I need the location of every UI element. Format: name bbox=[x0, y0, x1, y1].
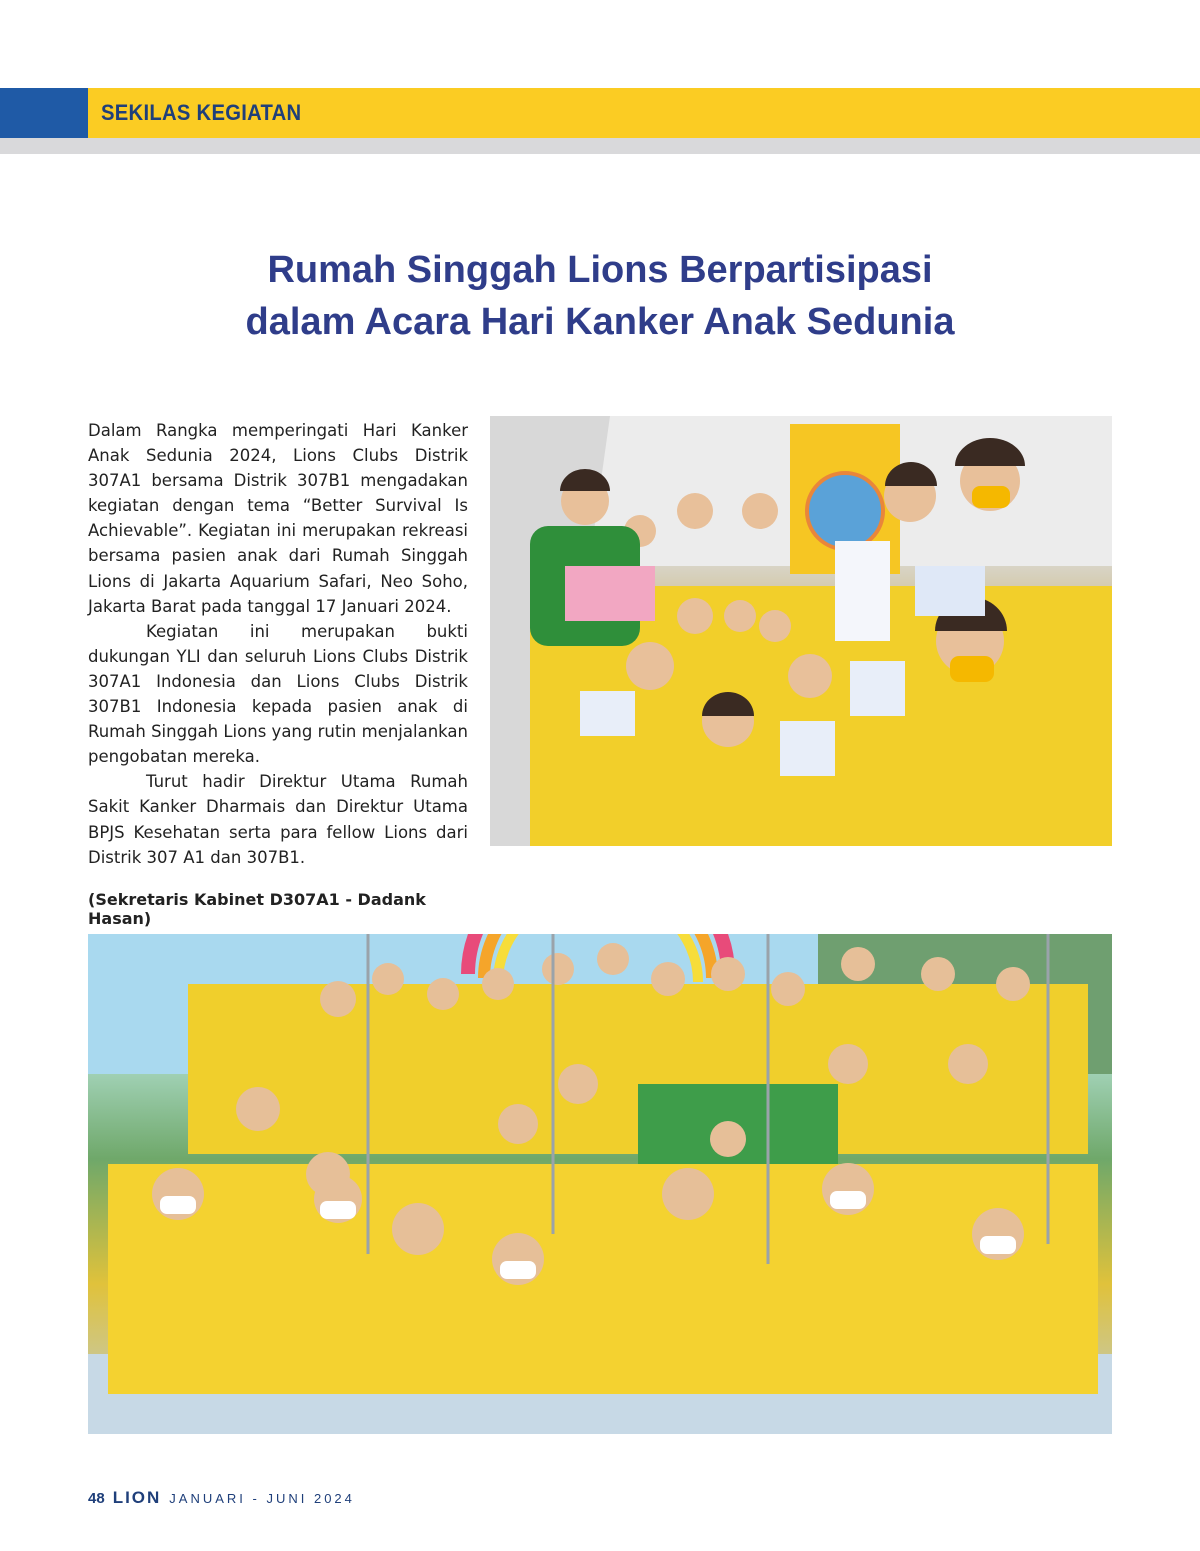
article-paragraph-1: Dalam Rangka memperingati Hari Kanker Anak Sedunia 2024, Lions Clubs Distrik 307A1 bersama Distrik 307B1 mengadakan kegiatan dengan tema “Better Survival Is Achievable”. Kegiatan ini merupakan rekreasi bersama pasien anak dari Rumah Singgah Lions di Jakarta Aquarium Safari, Neo Soho, Jakarta Barat pada tanggal 17 Januari 2024. bbox=[88, 421, 468, 616]
group-photo-children-ward bbox=[88, 934, 1112, 1434]
group-photo-donation-illustration bbox=[490, 416, 1112, 846]
article-paragraph-3: Turut hadir Direktur Utama Rumah Sakit Kanker Dharmais dan Direktur Utama BPJS Kesehatan serta para fellow Lions dari Distrik 307 A1 dan 307B1. bbox=[88, 772, 468, 867]
group-photo-children-ward-illustration bbox=[88, 934, 1112, 1434]
header-grey-stripe bbox=[0, 136, 1200, 154]
group-photo-donation bbox=[490, 416, 1112, 846]
article-credit: (Sekretaris Kabinet D307A1 - Dadank Hasan) bbox=[88, 890, 426, 928]
section-label: SEKILAS KEGIATAN bbox=[101, 100, 302, 125]
header-blue-block bbox=[0, 88, 88, 138]
article-title-line-2: dalam Acara Hari Kanker Anak Sedunia bbox=[245, 301, 955, 343]
article-paragraph-2: Kegiatan ini merupakan bukti dukungan YLI dan seluruh Lions Clubs Distrik 307A1 Indonesia dan Lions Clubs Distrik 307B1 Indonesia kepada pasien anak di Rumah Singgah Lions yang rutin menjalankan pengobatan mereka. bbox=[88, 621, 468, 767]
page-footer bbox=[88, 1488, 355, 1510]
issue-date: JANUARI - JUNI 2024 bbox=[169, 1491, 355, 1506]
magazine-name: LION bbox=[112, 1488, 162, 1507]
page-number: 48 bbox=[88, 1490, 105, 1507]
article-title bbox=[100, 244, 1100, 348]
article-title-line-1: Rumah Singgah Lions Berpartisipasi bbox=[267, 249, 933, 291]
article-body bbox=[88, 418, 468, 870]
